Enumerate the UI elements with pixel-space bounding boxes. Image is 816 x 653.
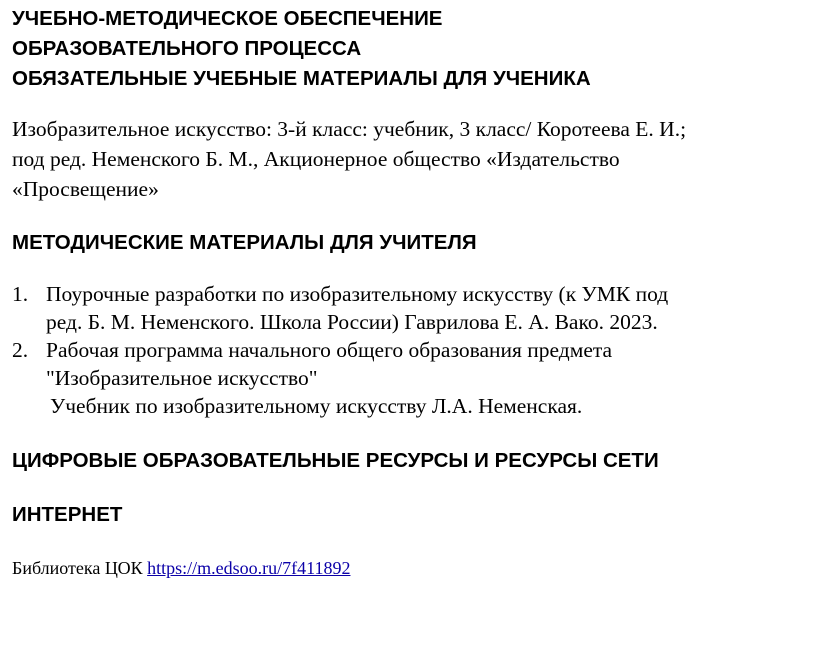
library-link[interactable]: https://m.edsoo.ru/7f411892 (147, 558, 351, 578)
list-item-number: 1. (12, 282, 29, 306)
spacer (12, 530, 816, 556)
list-item-number: 2. (12, 338, 29, 362)
textbook-paragraph-line: «Просвещение» (12, 177, 159, 201)
teacher-materials-list (12, 280, 816, 420)
textbook-paragraph-line: под ред. Неменского Б. М., Акционерное общество «Издательство (12, 147, 620, 171)
section-title-line: ЦИФРОВЫЕ ОБРАЗОВАТЕЛЬНЫЕ РЕСУРСЫ И РЕСУРСЫ СЕТИ (12, 449, 659, 472)
section-teacher-materials (12, 228, 816, 420)
library-label: Библиотека ЦОК (12, 558, 148, 578)
list-item-text: Рабочая программа начального общего образования предмета (46, 338, 613, 362)
list-item-text: Поурочные разработки по изобразительному искусству (к УМК под (46, 282, 669, 306)
list-item-text: ред. Б. М. Неменского. Школа России) Гаврилова Е. А. Вако. 2023. (46, 310, 658, 334)
spacer (12, 476, 816, 500)
section-title-line: УЧЕБНО-МЕТОДИЧЕСКОЕ ОБЕСПЕЧЕНИЕ (12, 7, 443, 30)
spacer (12, 258, 816, 280)
section-title-line: ОБРАЗОВАТЕЛЬНОГО ПРОЦЕССА (12, 37, 362, 60)
section-title-line: ИНТЕРНЕТ (12, 503, 123, 526)
section-title-line: ОБЯЗАТЕЛЬНЫЕ УЧЕБНЫЕ МАТЕРИАЛЫ ДЛЯ УЧЕНИКА (12, 67, 591, 90)
section-required-materials (12, 4, 816, 204)
spacer (12, 420, 816, 446)
library-line (12, 556, 816, 580)
section-title: МЕТОДИЧЕСКИЕ МАТЕРИАЛЫ ДЛЯ УЧИТЕЛЯ (12, 231, 477, 254)
spacer (12, 94, 816, 114)
list-item (12, 336, 816, 420)
list-item-text: "Изобразительное искусство" (46, 366, 318, 390)
list-item (12, 280, 816, 336)
spacer (12, 204, 816, 228)
textbook-paragraph-line: Изобразительное искусство: 3-й класс: учебник, 3 класс/ Коротеева Е. И.; (12, 117, 687, 141)
section-digital-resources (12, 446, 816, 580)
list-item-text: Учебник по изобразительному искусству Л.А. Неменская. (50, 394, 583, 418)
